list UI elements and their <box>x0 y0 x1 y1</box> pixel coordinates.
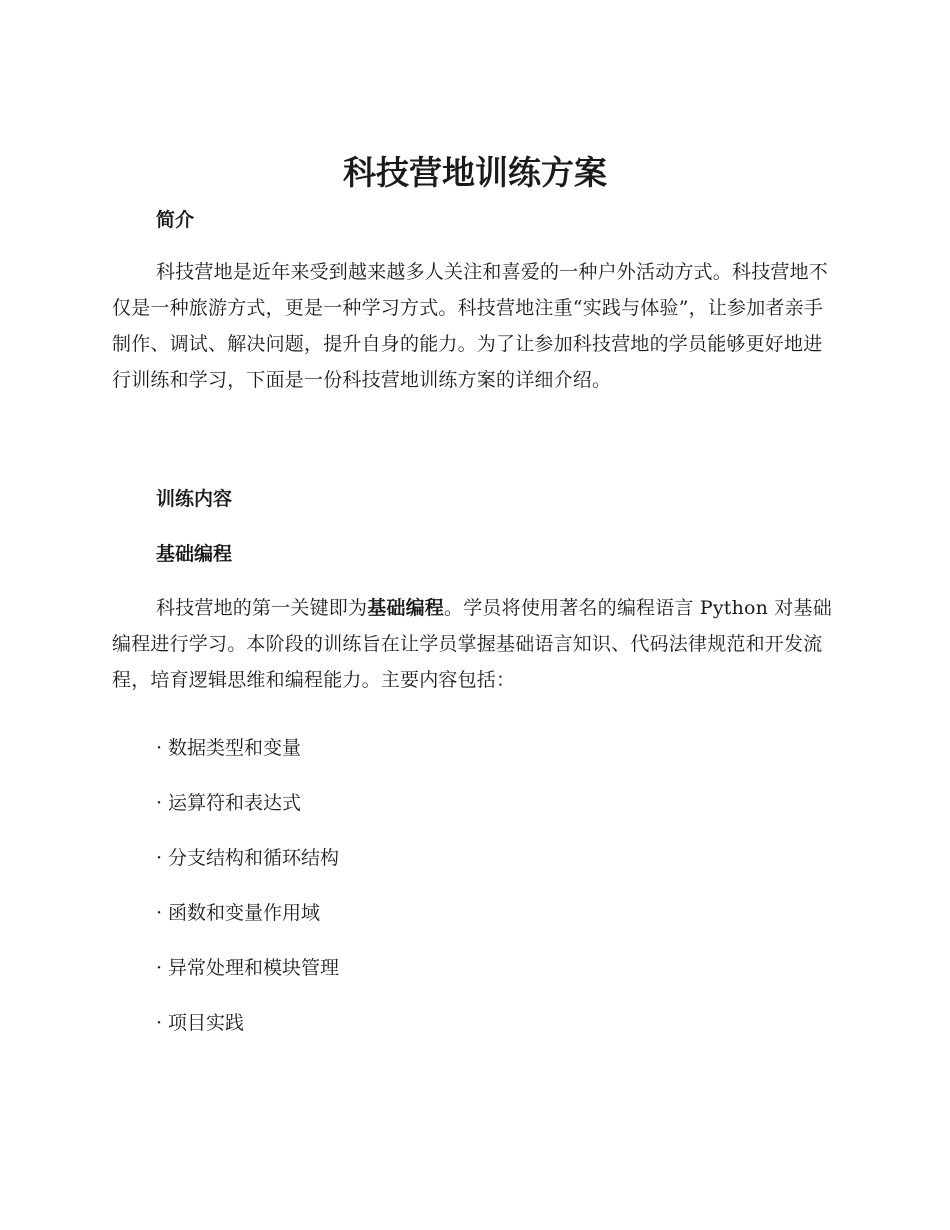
intro-paragraph: 科技营地是近年来受到越来越多人关注和喜爱的一种户外活动方式。科技营地不仅是一种旅游方式，更是一种学习方式。科技营地注重“实践与体验”，让参加者亲手制作、调试、解决问题，提升自身的能力。为了让参加科技营地的学员能够更好地进行训练和学习，下面是一份科技营地训练方案的详细介绍。 <box>112 261 829 391</box>
list-item <box>156 785 339 840</box>
list-item-text: 数据类型和变量 <box>168 737 302 759</box>
bullet-mark: · <box>156 1012 163 1034</box>
list-item-text: 函数和变量作用域 <box>168 902 321 924</box>
basic-programming-heading: 基础编程 <box>156 543 233 565</box>
list-item-text: 异常处理和模块管理 <box>168 957 340 979</box>
list-item <box>156 730 339 785</box>
intro-heading: 简介 <box>156 209 195 231</box>
list-item-text: 项目实践 <box>168 1012 245 1034</box>
list-item <box>156 1005 339 1060</box>
basic-paragraph-before: 科技营地的第一关键即为 <box>156 597 368 619</box>
bullet-mark: · <box>156 847 163 869</box>
basic-paragraph-bold: 基础编程 <box>367 597 445 619</box>
topic-list <box>156 730 339 1060</box>
list-item <box>156 840 339 895</box>
basic-programming-paragraph <box>112 590 834 698</box>
document-title: 科技营地训练方案 <box>343 153 607 192</box>
bullet-mark: · <box>156 902 163 924</box>
training-content-heading: 训练内容 <box>156 488 233 510</box>
list-item-text: 运算符和表达式 <box>168 792 302 814</box>
list-item <box>156 950 339 1005</box>
bullet-mark: · <box>156 737 163 759</box>
bullet-mark: · <box>156 957 163 979</box>
basic-paragraph-after: 。学员将使用著名的编程语言 Python 对基础编程进行学习。本阶段的训练旨在让学员掌握基础语言知识、代码法律规范和开发流程，培育逻辑思维和编程能力。主要内容包括： <box>112 597 832 691</box>
list-item-text: 分支结构和循环结构 <box>168 847 340 869</box>
list-item <box>156 895 339 950</box>
bullet-mark: · <box>156 792 163 814</box>
